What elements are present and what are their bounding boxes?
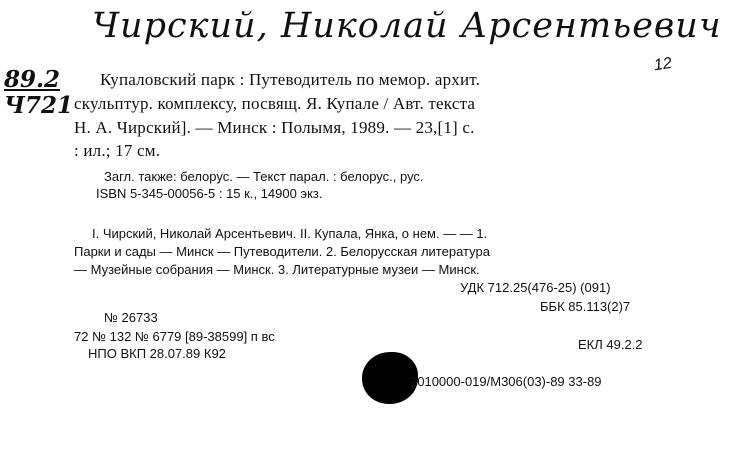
call-number-class: 89.2	[4, 66, 61, 93]
bottom-code: 2010000-019/М306(03)-89 33-89	[410, 374, 602, 389]
title-line-2: скульптур. комплексу, посвящ. Я. Купале / Авт. текста	[74, 94, 476, 113]
title-line-3: Н. А. Чирский]. — Минск : Полымя, 1989. — 23,[1] с.	[74, 118, 475, 137]
udk-code: УДК 712.25(476-25) (091)	[460, 280, 611, 295]
order-line: 72 № 132 № 6779 [89-38599] п вс	[74, 329, 275, 344]
call-number-author: Ч721	[4, 92, 74, 119]
corner-mark: 12	[652, 54, 673, 75]
tracing-line-1: I. Чирский, Николай Арсентьевич. II. Купала, Янка, о нем. — — 1.	[92, 226, 488, 241]
title-line-1: Купаловский парк : Путеводитель по мемор. архит.	[100, 70, 481, 89]
title-line-4: : ил.; 17 см.	[74, 141, 161, 160]
ekl-code: ЕКЛ 49.2.2	[578, 337, 643, 352]
handwritten-author-heading: Чирский, Николай Арсентьевич	[92, 6, 722, 46]
tracing-line-2: Парки и сады — Минск — Путеводители. 2. Белорусская литература	[74, 244, 490, 259]
npo-line: НПО ВКП 28.07.89 К92	[88, 346, 226, 361]
note-line-2: ISBN 5-345-00056-5 : 15 к., 14900 экз.	[96, 186, 323, 201]
number-mark: № 26733	[104, 310, 158, 325]
note-line-1: Загл. также: белорус. — Текст парал. : белорус., рус.	[104, 169, 424, 184]
tracing-line-3: — Музейные собрания — Минск. 3. Литературные музеи — Минск.	[74, 262, 480, 277]
bbk-code: ББК 85.113(2)7	[540, 299, 631, 314]
